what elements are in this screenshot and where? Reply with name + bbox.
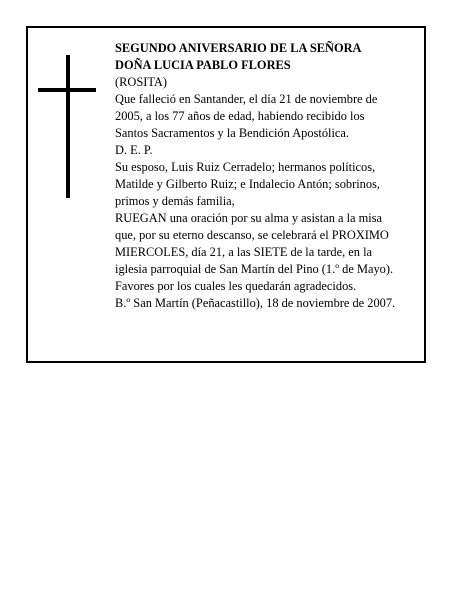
cross-icon [38, 55, 96, 198]
death-line-2: 2005, a los 77 años de edad, habiendo recibido los [115, 109, 365, 123]
obituary-notice [26, 26, 426, 363]
cross-horizontal-bar [38, 88, 96, 92]
rip-line: D. E. P. [115, 143, 153, 157]
nickname: (ROSITA) [115, 75, 168, 89]
death-line-3: Santos Sacramentos y la Bendición Apostólica. [115, 126, 350, 140]
obituary-text [115, 40, 427, 312]
heading-line-2: DOÑA LUCIA PABLO FLORES [115, 58, 291, 72]
death-line-1: Que falleció en Santander, el día 21 de noviembre de [115, 92, 378, 106]
request-line-2: que, por su eterno descanso, se celebrará el PROXIMO [115, 228, 389, 242]
family-line-3: primos y demás familia, [115, 194, 235, 208]
heading-line-1: SEGUNDO ANIVERSARIO DE LA SEÑORA [115, 41, 362, 55]
request-line-4: iglesia parroquial de San Martín del Pino (1.º de Mayo). [115, 262, 394, 276]
request-line-1: RUEGAN una oración por su alma y asistan a la misa [115, 211, 383, 225]
cross-vertical-bar [66, 55, 70, 198]
family-line-1: Su esposo, Luis Ruiz Cerradelo; hermanos políticos, [115, 160, 376, 174]
request-line-5: Favores por los cuales les quedarán agradecidos. [115, 279, 357, 293]
request-line-3: MIERCOLES, día 21, a las SIETE de la tarde, en la [115, 245, 373, 259]
family-line-2: Matilde y Gilberto Ruiz; e Indalecio Antón; sobrinos, [115, 177, 380, 191]
place-date-line: B.º San Martín (Peñacastillo), 18 de noviembre de 2007. [115, 296, 396, 310]
